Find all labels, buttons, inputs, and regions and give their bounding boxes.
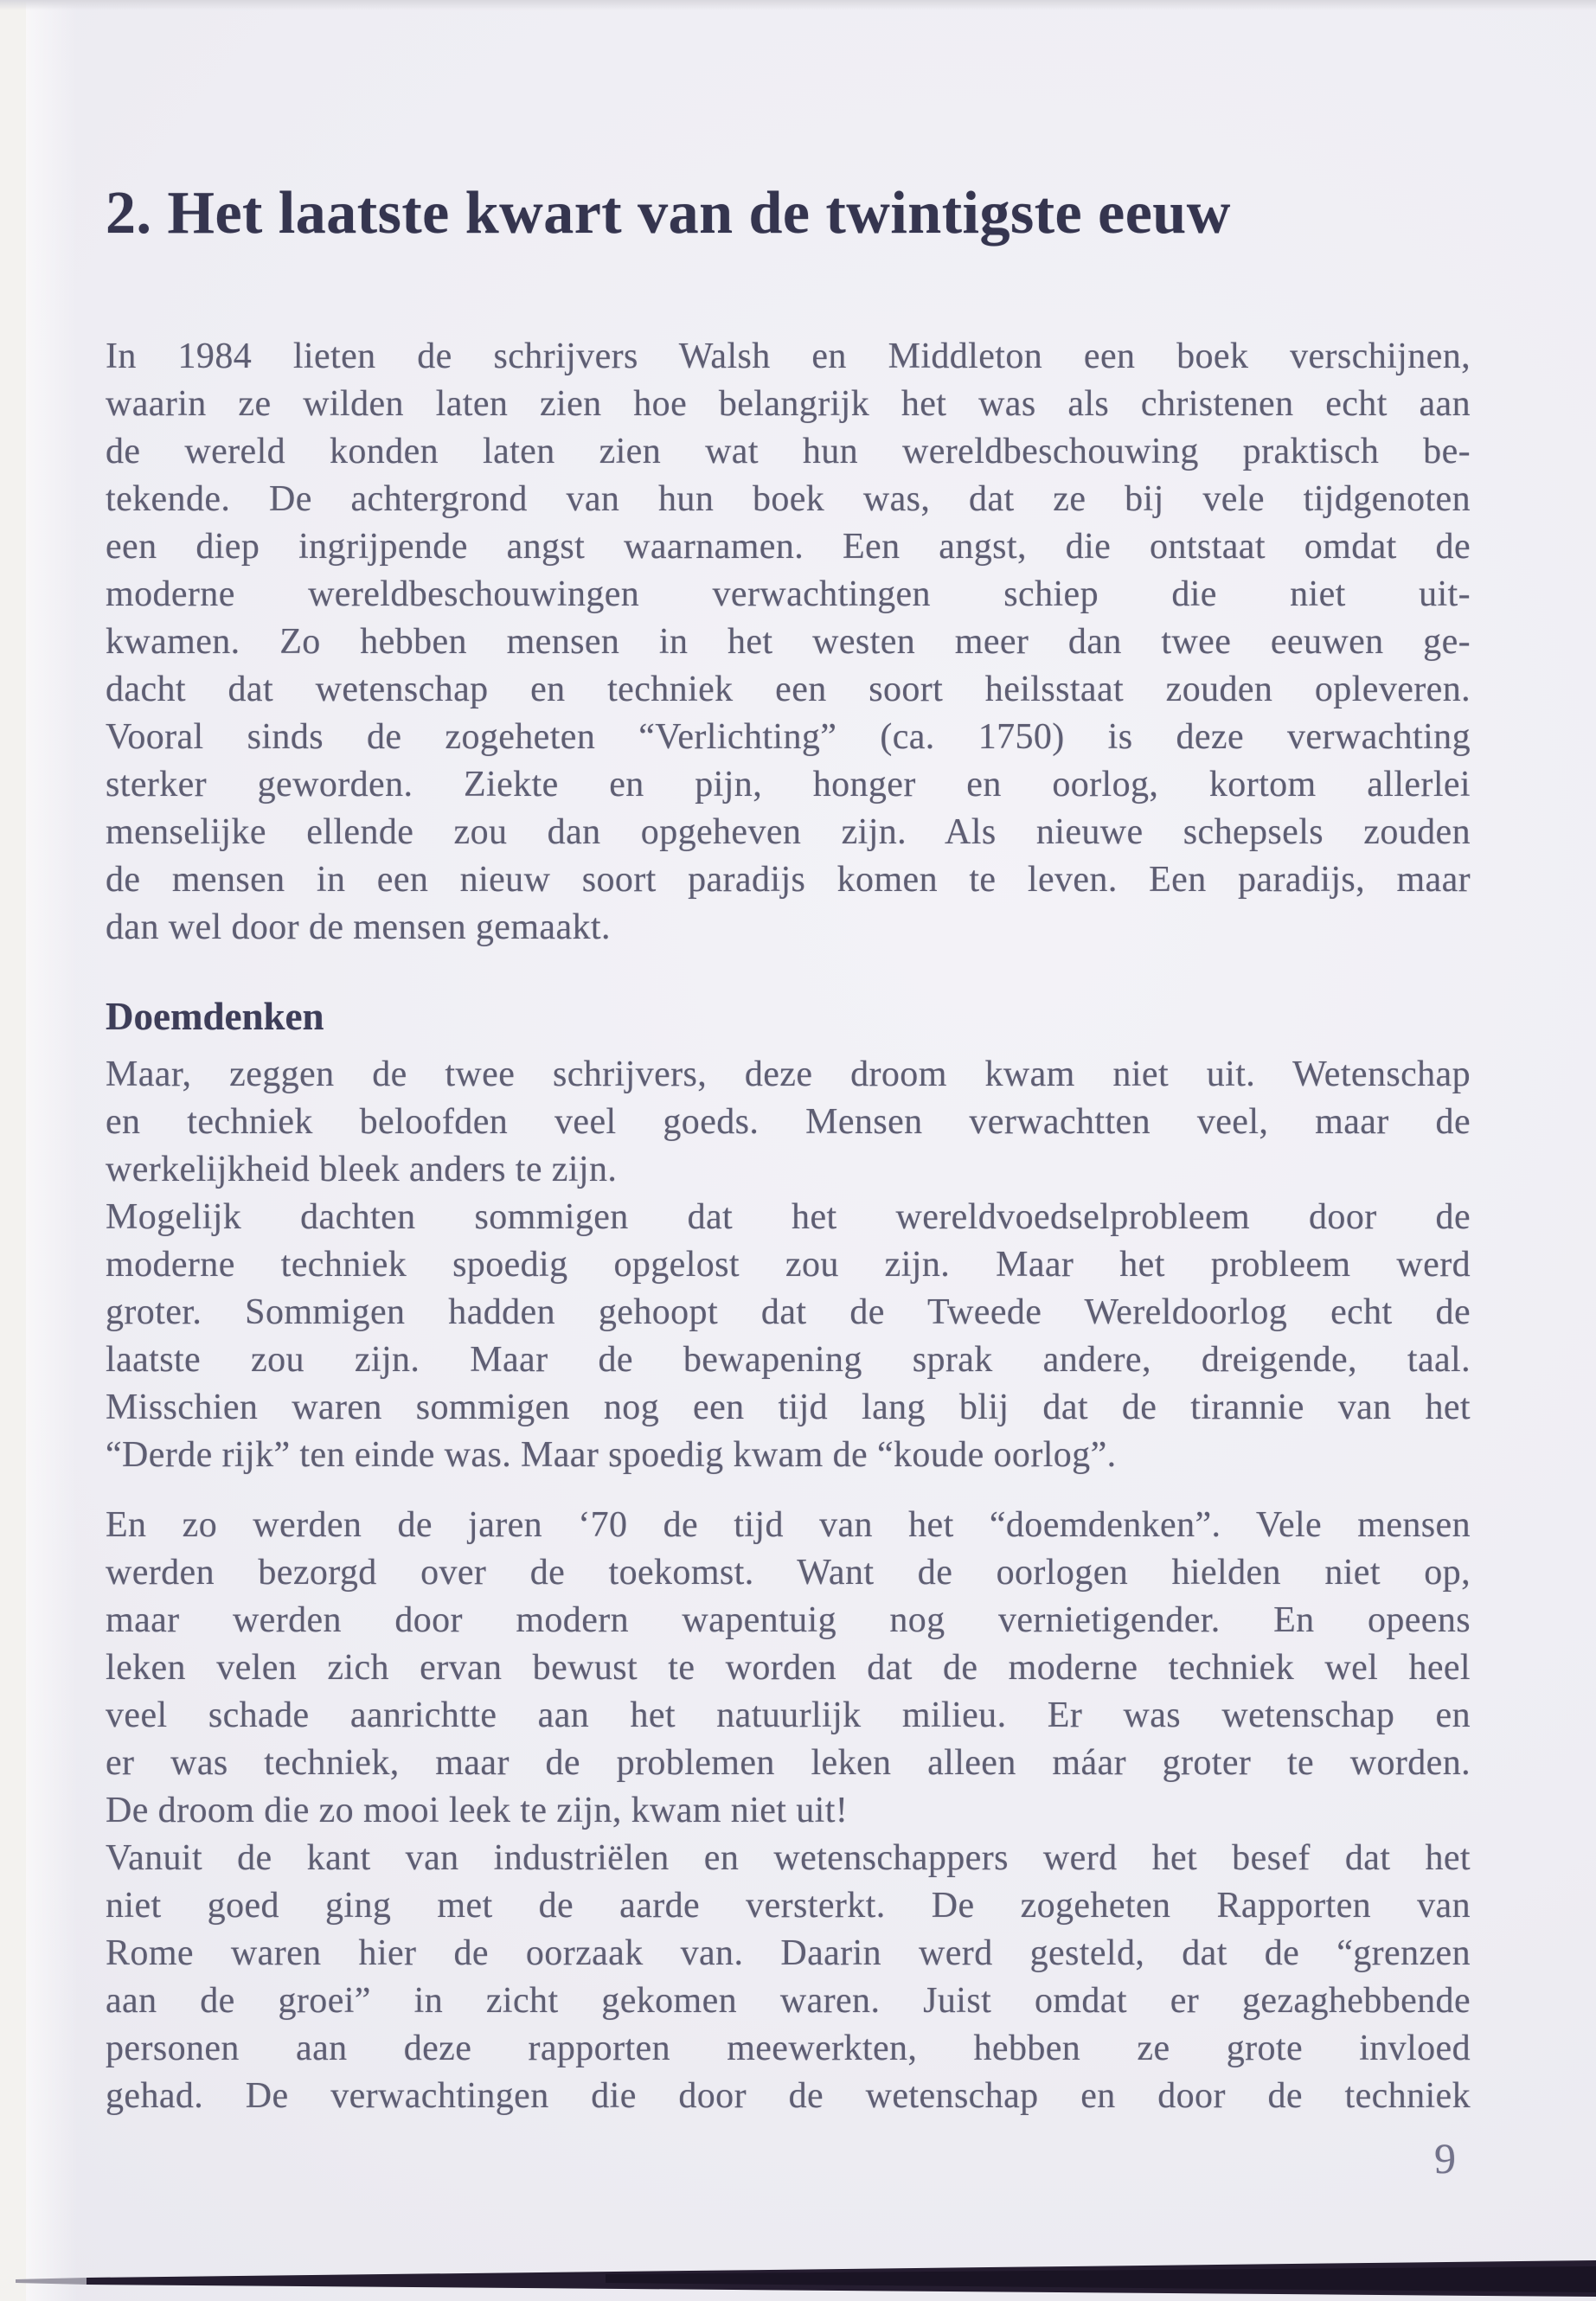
- body-line: tekende. De achtergrond van hun boek was, dat ze bij vele tijdgenoten: [106, 479, 1471, 519]
- body-line: personen aan deze rapporten meewerkten, hebben ze grote invloed: [106, 2029, 1471, 2068]
- paragraph-gap: [106, 1479, 1471, 1502]
- body-line: veel schade aanrichtte aan het natuurlijk milieu. Er was wetenschap en: [106, 1695, 1471, 1735]
- body-line: In 1984 lieten de schrijvers Walsh en Middleton een boek verschijnen,: [106, 336, 1471, 376]
- body-line: Mogelijk dachten sommigen dat het wereldvoedselprobleem door de: [106, 1197, 1471, 1237]
- body-line: aan de groei” in zicht gekomen waren. Juist omdat er gezaghebbende: [106, 1981, 1471, 2021]
- body-line: en techniek beloofden veel goeds. Mensen verwachtten veel, maar de: [106, 1102, 1471, 1142]
- body-text-column: [106, 333, 1471, 2120]
- page-left-edge: [26, 0, 87, 2301]
- body-line: “Derde rijk” ten einde was. Maar spoedig kwam de “koude oorlog”.: [106, 1435, 1117, 1475]
- body-line: de wereld konden laten zien wat hun wereldbeschouwing praktisch be-: [106, 432, 1471, 471]
- paragraph: [106, 1502, 1471, 1835]
- body-line: er was techniek, maar de problemen leken alleen máar groter te worden.: [106, 1743, 1471, 1783]
- body-line: kwamen. Zo hebben mensen in het westen meer dan twee eeuwen ge-: [106, 622, 1471, 662]
- body-line: moderne wereldbeschouwingen verwachtingen schiep die niet uit-: [106, 574, 1471, 614]
- paragraph: [106, 1051, 1471, 1194]
- chapter-title: 2. Het laatste kwart van de twintigste eeuw: [106, 179, 1231, 247]
- body-line: leken velen zich ervan bewust te worden dat de moderne techniek wel heel: [106, 1648, 1471, 1688]
- paragraph: [106, 333, 1471, 952]
- body-line: De droom die zo mooi leek te zijn, kwam niet uit!: [106, 1791, 849, 1830]
- body-line: Misschien waren sommigen nog een tijd lang blij dat de tirannie van het: [106, 1388, 1471, 1427]
- paragraph: [106, 1194, 1471, 1479]
- gutter-shadow-tail: [16, 2278, 87, 2285]
- section-heading: Doemdenken: [106, 995, 324, 1038]
- scan-top-edge: [0, 0, 1596, 10]
- body-line: een diep ingrijpende angst waarnamen. Een angst, die ontstaat omdat de: [106, 527, 1471, 567]
- book-gutter-shadow: [0, 2249, 1596, 2301]
- body-line: gehad. De verwachtingen die door de wetenschap en door de techniek: [106, 2076, 1471, 2116]
- body-line: Vanuit de kant van industriëlen en wetenschappers werd het besef dat het: [106, 1838, 1471, 1878]
- body-line: dacht dat wetenschap en techniek een soort heilsstaat zouden opleveren.: [106, 670, 1471, 709]
- body-line: menselijke ellende zou dan opgeheven zijn. Als nieuwe schepsels zouden: [106, 812, 1471, 852]
- body-line: laatste zou zijn. Maar de bewapening sprak andere, dreigende, taal.: [106, 1340, 1471, 1380]
- body-line: maar werden door modern wapentuig nog vernietigender. En opeens: [106, 1600, 1471, 1640]
- paragraph: [106, 1835, 1471, 2120]
- body-line: Maar, zeggen de twee schrijvers, deze droom kwam niet uit. Wetenschap: [106, 1054, 1471, 1094]
- body-line: sterker geworden. Ziekte en pijn, honger en oorlog, kortom allerlei: [106, 765, 1471, 804]
- body-line: werkelijkheid bleek anders te zijn.: [106, 1150, 618, 1189]
- body-line: dan wel door de mensen gemaakt.: [106, 907, 611, 947]
- body-line: moderne techniek spoedig opgelost zou zijn. Maar het probleem werd: [106, 1245, 1471, 1285]
- body-line: Rome waren hier de oorzaak van. Daarin werd gesteld, dat de “grenzen: [106, 1933, 1471, 1973]
- body-line: de mensen in een nieuw soort paradijs komen te leven. Een paradijs, maar: [106, 860, 1471, 900]
- body-line: groter. Sommigen hadden gehoopt dat de Tweede Wereldoorlog echt de: [106, 1292, 1471, 1332]
- body-line: niet goed ging met de aarde versterkt. De zogeheten Rapporten van: [106, 1886, 1471, 1926]
- body-line: Vooral sinds de zogeheten “Verlichting” (ca. 1750) is deze verwachting: [106, 717, 1471, 757]
- body-line: En zo werden de jaren ‘70 de tijd van het “doemdenken”. Vele mensen: [106, 1505, 1471, 1545]
- body-line: werden bezorgd over de toekomst. Want de oorlogen hielden niet op,: [106, 1553, 1471, 1593]
- page-number: 9: [1434, 2134, 1456, 2182]
- body-line: waarin ze wilden laten zien hoe belangrijk het was als christenen echt aan: [106, 384, 1471, 424]
